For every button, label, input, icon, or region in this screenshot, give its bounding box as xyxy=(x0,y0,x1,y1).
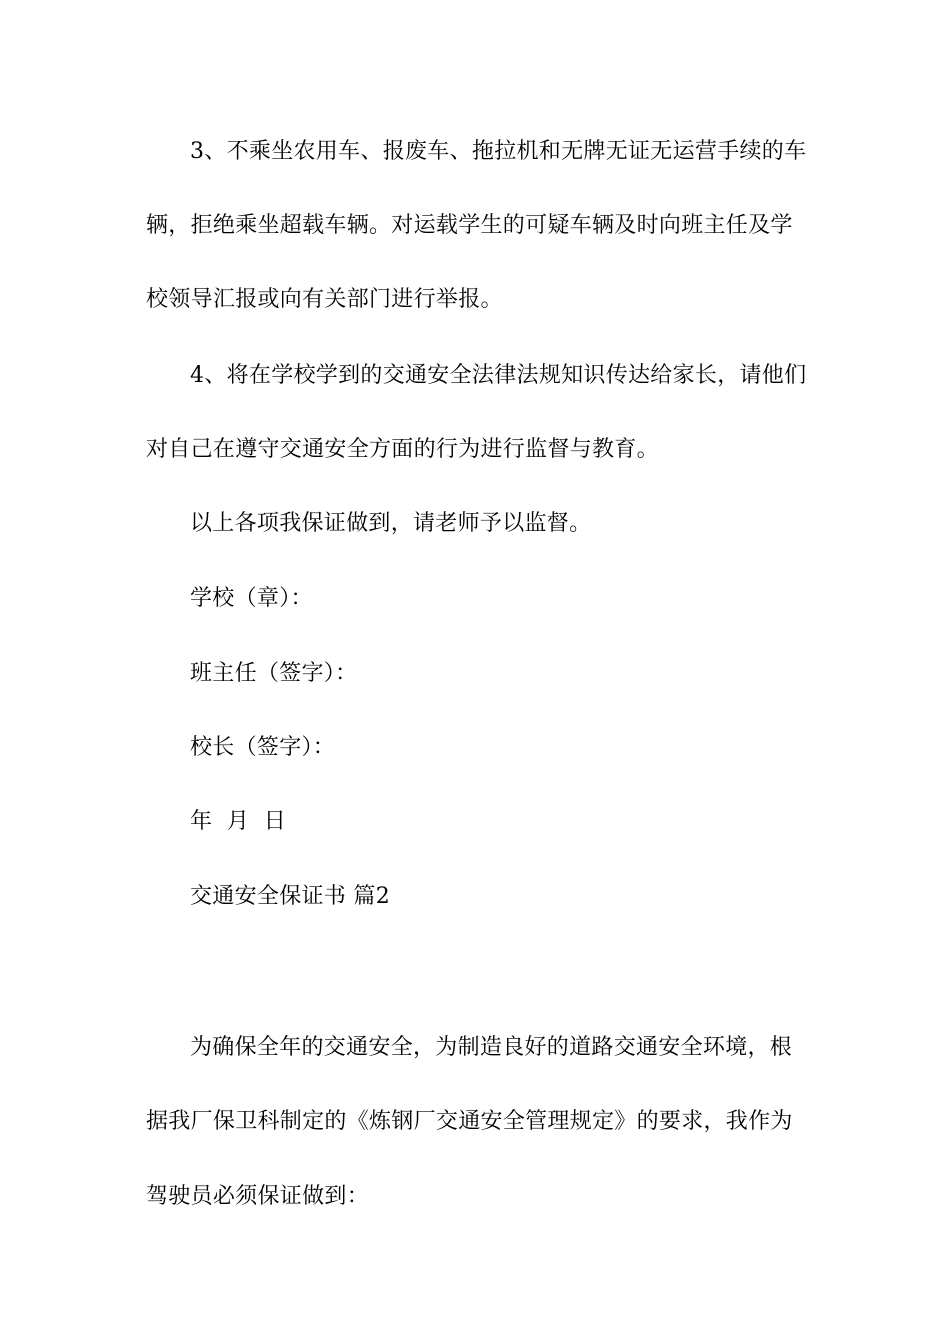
paragraph-3-line-2: 辆，拒绝乘坐超载车辆。对运载学生的可疑车辆及时向班主任及学 xyxy=(146,213,793,238)
school-seal-line: 学校（章）： xyxy=(190,586,313,611)
pledge-statement: 以上各项我保证做到，请老师予以监督。 xyxy=(190,511,592,536)
intro-paragraph-line-3: 驾驶员必须保证做到： xyxy=(146,1184,370,1209)
date-line: 年 月 日 xyxy=(190,809,287,834)
section-title: 交通安全保证书 篇2 xyxy=(190,884,390,909)
paragraph-3-line-1: 3、不乘坐农用车、报废车、拖拉机和无牌无证无运营手续的车 xyxy=(190,139,807,164)
paragraph-4-line-1: 4、将在学校学到的交通安全法律法规知识传达给家长，请他们 xyxy=(190,363,807,388)
paragraph-3-line-3: 校领导汇报或向有关部门进行举报。 xyxy=(146,287,503,312)
intro-paragraph-line-2: 据我厂保卫科制定的《炼钢厂交通安全管理规定》的要求，我作为 xyxy=(146,1109,793,1134)
class-teacher-signature-line: 班主任（签字）： xyxy=(190,661,358,686)
paragraph-4-line-2: 对自己在遵守交通安全方面的行为进行监督与教育。 xyxy=(146,437,659,462)
principal-signature-line: 校长（签字）： xyxy=(190,735,336,760)
intro-paragraph-line-1: 为确保全年的交通安全，为制造良好的道路交通安全环境，根 xyxy=(190,1035,793,1060)
